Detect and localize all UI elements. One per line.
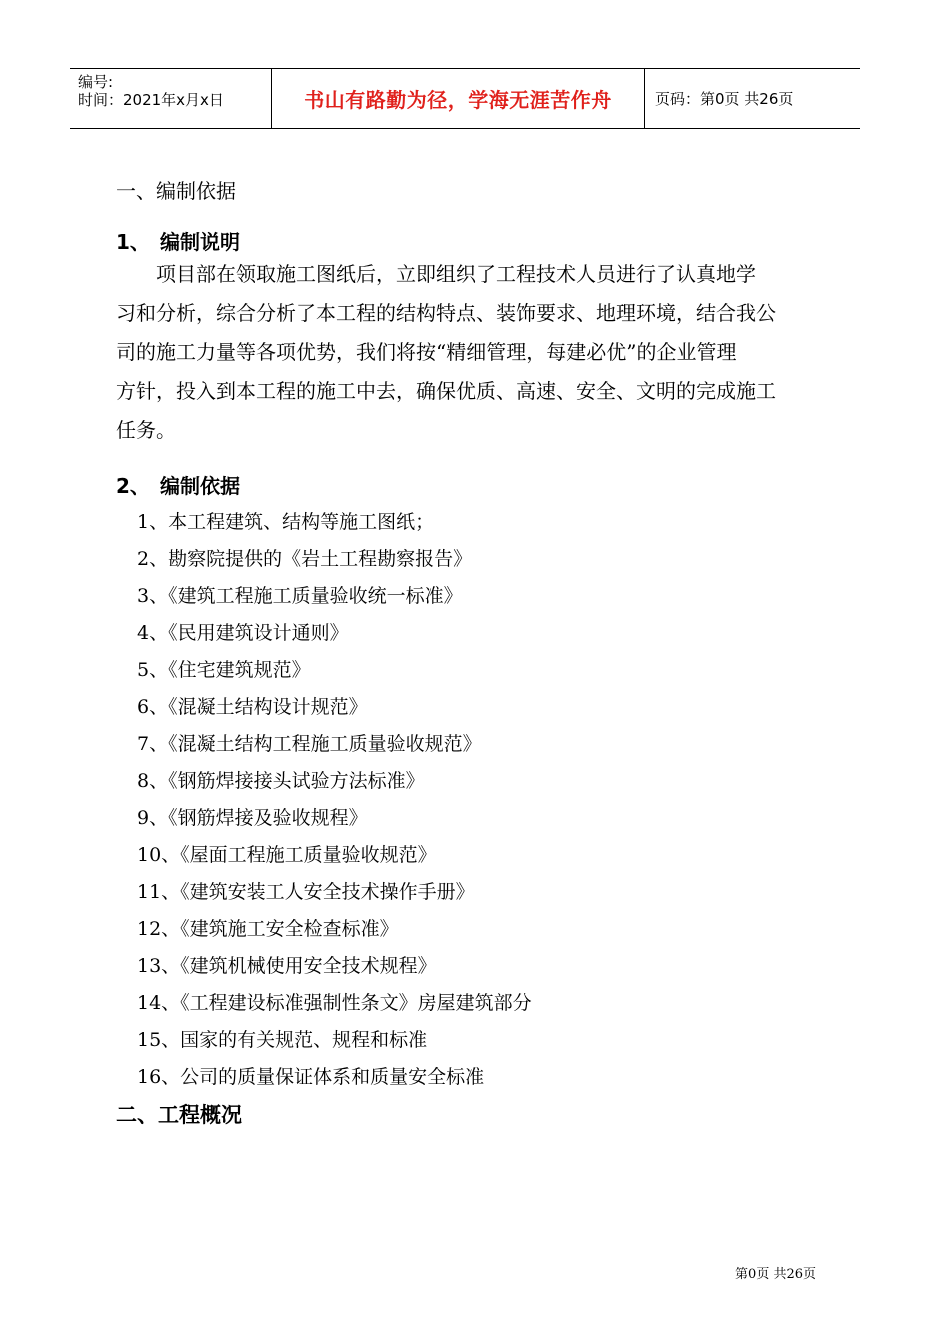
list-item: 2、勘察院提供的《岩土工程勘察报告》 bbox=[137, 548, 473, 570]
section-1-title: 一、编制依据 bbox=[116, 179, 236, 203]
list-item: 10、《屋面工程施工质量验收规范》 bbox=[137, 844, 437, 866]
header-motto-cell bbox=[272, 69, 645, 128]
date-label: 时间：2021年x月x日 bbox=[78, 91, 224, 109]
list-item: 8、《钢筋焊接接头试验方法标准》 bbox=[137, 770, 425, 792]
subsection-1-paragraph bbox=[116, 255, 820, 450]
list-item: 4、《民用建筑设计通则》 bbox=[137, 622, 349, 644]
subsection-2-number: 2、 bbox=[116, 474, 150, 498]
section-2-title: 二、工程概况 bbox=[116, 1103, 242, 1127]
list-item: 12、《建筑施工安全检查标准》 bbox=[137, 918, 399, 940]
paragraph-line: 任务。 bbox=[116, 418, 176, 442]
list-item: 13、《建筑机械使用安全技术规程》 bbox=[137, 955, 437, 977]
list-item: 1、本工程建筑、结构等施工图纸； bbox=[137, 511, 435, 533]
header-page-info: 页码：第0页 共26页 bbox=[655, 90, 794, 108]
paragraph-line: 习和分析，综合分析了本工程的结构特点、装饰要求、地理环境，结合我公 bbox=[116, 301, 776, 325]
serial-label: 编号: bbox=[78, 73, 114, 91]
list-item: 5、《住宅建筑规范》 bbox=[137, 659, 311, 681]
paragraph-line: 方针，投入到本工程的施工中去，确保优质、高速、安全、文明的完成施工 bbox=[116, 379, 776, 403]
list-item: 15、国家的有关规范、规程和标准 bbox=[137, 1029, 428, 1051]
list-item: 16、公司的质量保证体系和质量安全标准 bbox=[137, 1066, 485, 1088]
list-item: 6、《混凝土结构设计规范》 bbox=[137, 696, 368, 718]
list-item: 11、《建筑安装工人安全技术操作手册》 bbox=[137, 881, 475, 903]
page-footer: 第0页 共26页 bbox=[735, 1267, 816, 1282]
list-item: 9、《钢筋焊接及验收规程》 bbox=[137, 807, 368, 829]
subsection-1-number: 1、 bbox=[116, 230, 150, 254]
header-page-cell bbox=[645, 69, 860, 128]
subsection-1-title: 编制说明 bbox=[160, 230, 240, 254]
paragraph-line: 司的施工力量等各项优势，我们将按“精细管理，每建必优”的企业管理 bbox=[116, 340, 737, 364]
list-item: 7、《混凝土结构工程施工质量验收规范》 bbox=[137, 733, 482, 755]
page-header bbox=[70, 68, 860, 129]
list-item: 3、《建筑工程施工质量验收统一标准》 bbox=[137, 585, 463, 607]
header-motto: 书山有路勤为径，学海无涯苦作舟 bbox=[304, 88, 612, 112]
subsection-2-title: 编制依据 bbox=[160, 474, 240, 498]
header-meta-cell bbox=[70, 69, 272, 128]
paragraph-line: 项目部在领取施工图纸后，立即组织了工程技术人员进行了认真地学 bbox=[116, 262, 756, 286]
list-item: 14、《工程建设标准强制性条文》房屋建筑部分 bbox=[137, 992, 532, 1014]
